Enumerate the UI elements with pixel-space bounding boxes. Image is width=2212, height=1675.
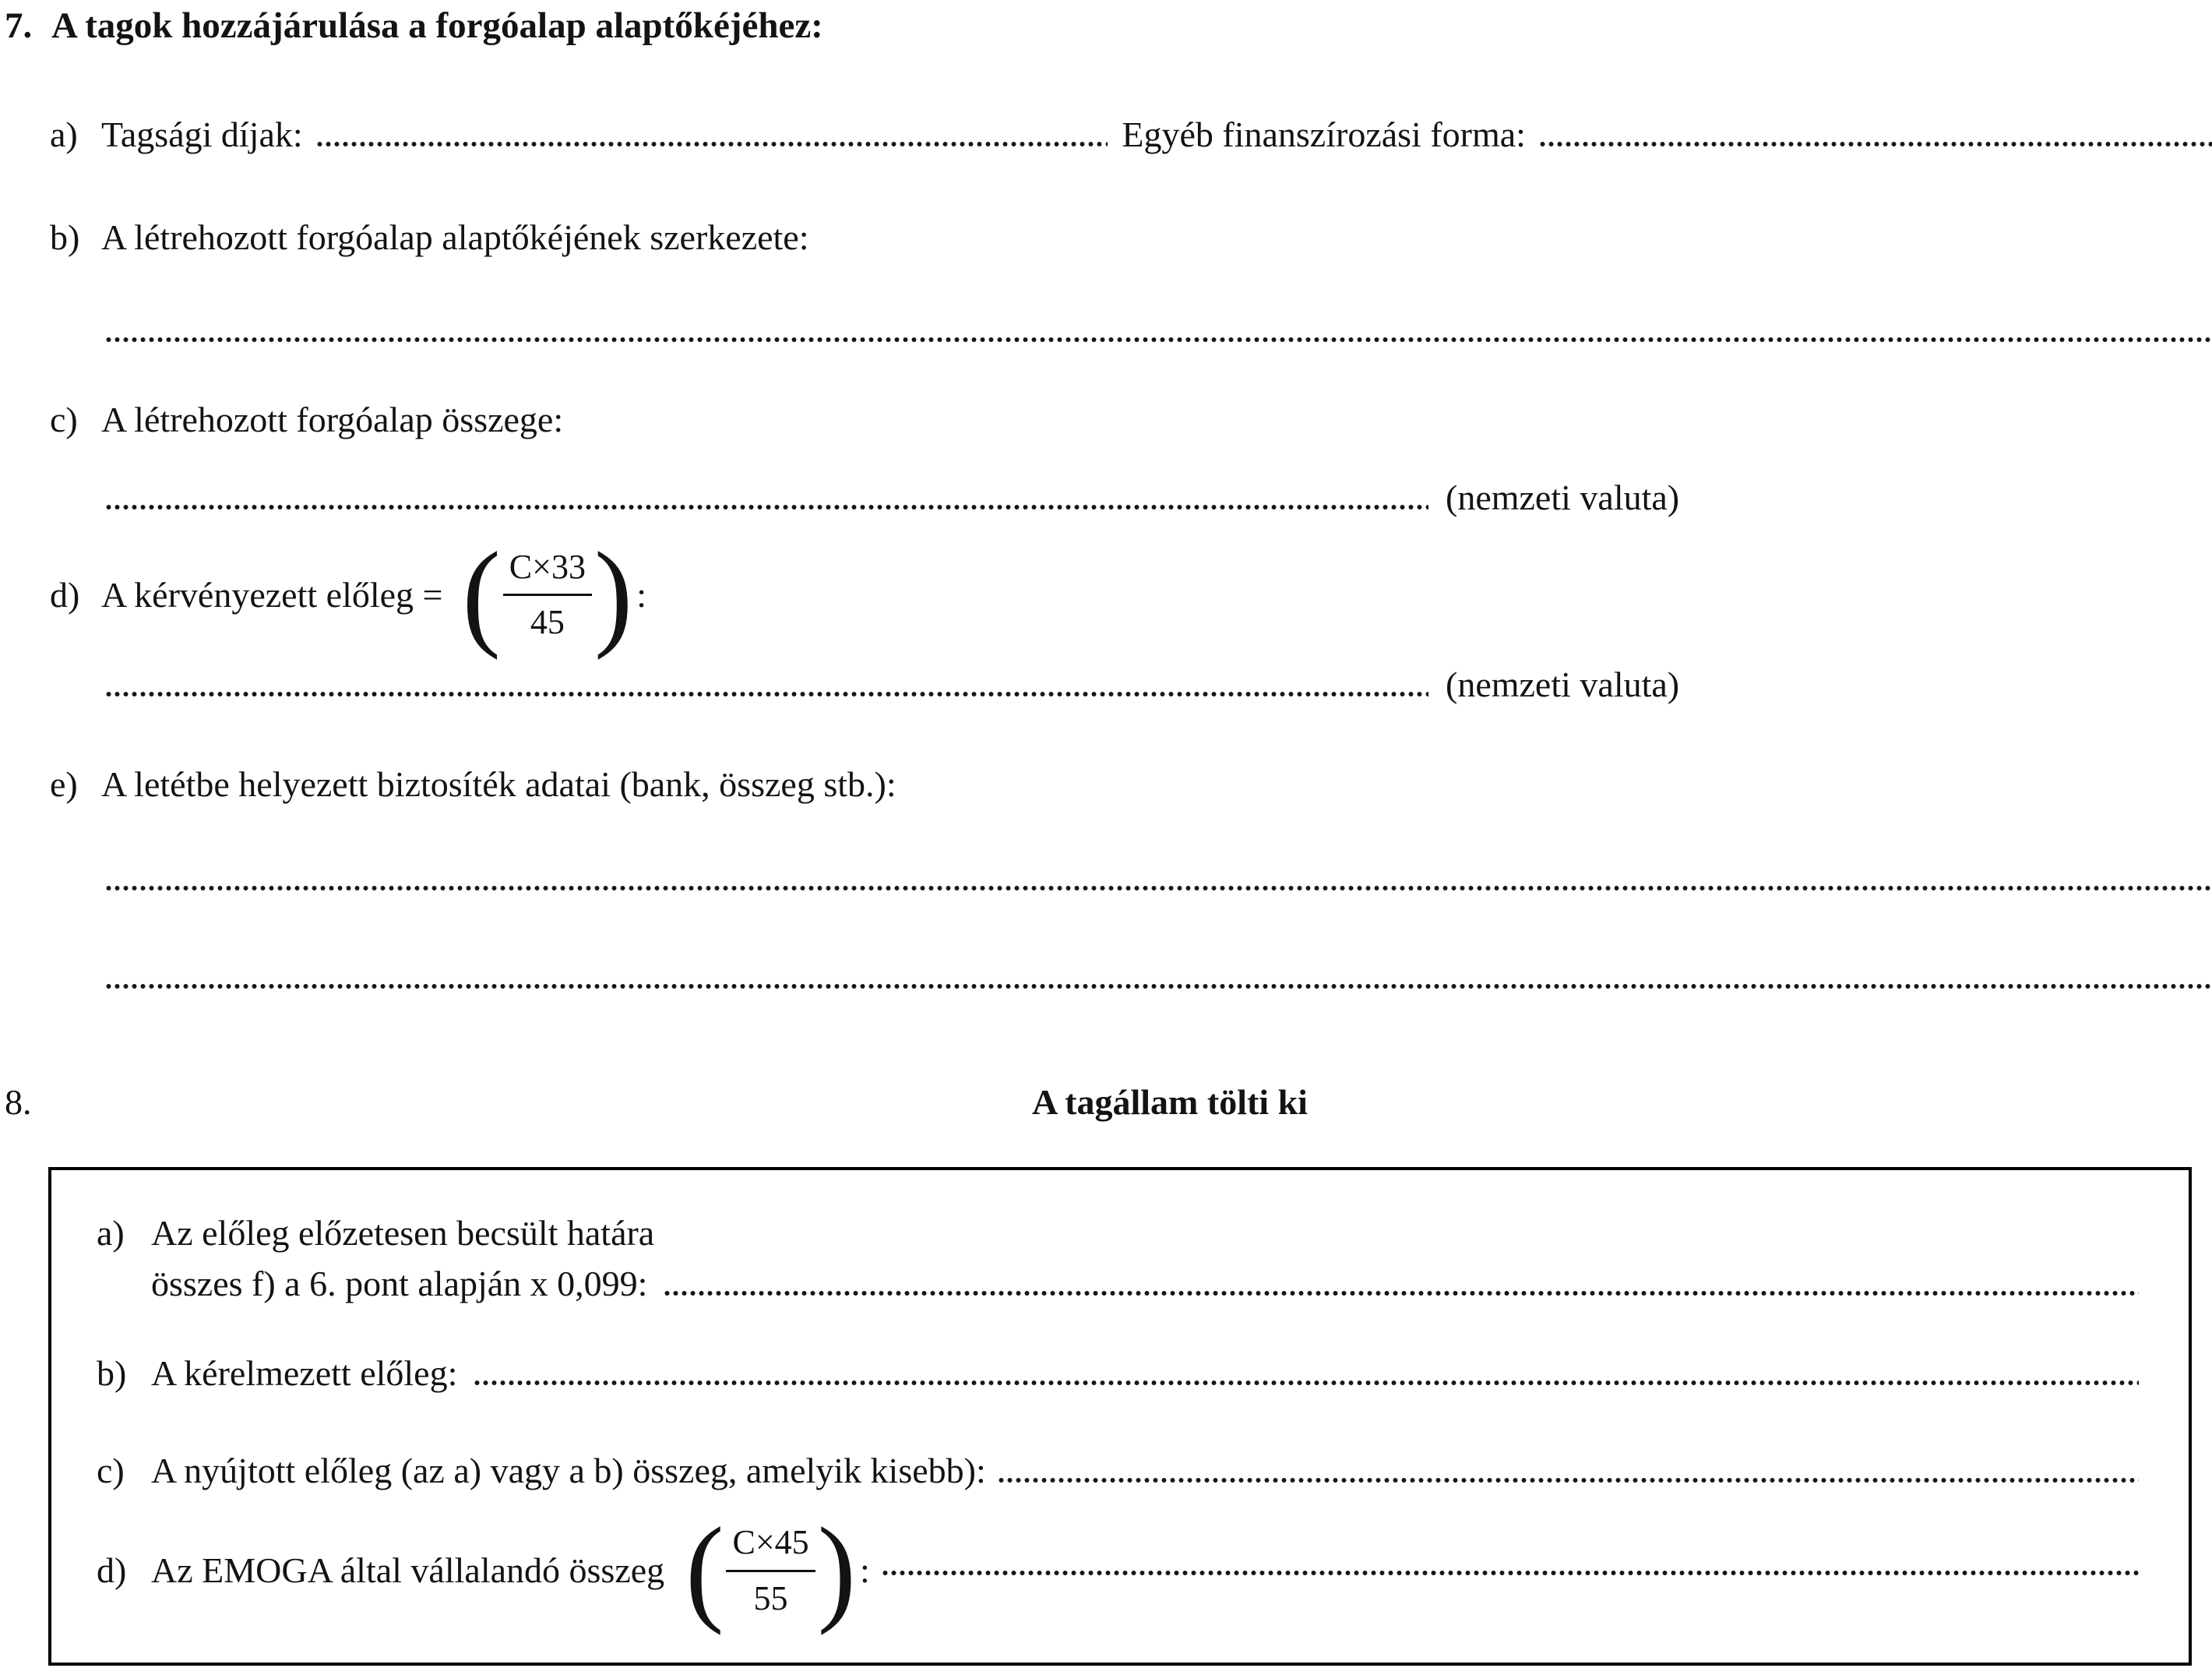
item-7d-formula	[460, 527, 635, 661]
item-7a-label-other: Egyéb finanszírozási forma:	[1122, 115, 1526, 154]
item-7d-label: A kérvényezett előleg =	[101, 574, 443, 615]
item-8d-label: Az EMOGA által vállalandó összeg	[151, 1550, 665, 1590]
item-7d	[50, 527, 2212, 661]
fraction-c33-45	[503, 547, 592, 642]
item-8a-letter: a)	[97, 1213, 125, 1253]
item-7e	[50, 763, 2212, 805]
item-7a-label-fees: Tagsági díjak:	[101, 115, 303, 154]
item-8a-line2: összes f) a 6. pont alapján x 0,099:	[151, 1264, 648, 1303]
item-7b	[50, 217, 2212, 258]
item-8a-line1: Az előleg előzetesen becsült határa	[151, 1213, 655, 1253]
item-8c	[97, 1450, 2139, 1491]
fill-line-capital-structure[interactable]	[104, 337, 2212, 343]
item-7d-answer-line	[104, 664, 2212, 705]
item-8b-label: A kérelmezett előleg:	[151, 1353, 458, 1393]
close-paren: )	[817, 1503, 856, 1637]
item-7d-unit: (nemzeti valuta)	[1446, 665, 1680, 704]
item-7c-label: A létrehozott forgóalap összege:	[101, 400, 564, 439]
fraction-c45-55	[726, 1522, 815, 1617]
item-8c-letter: c)	[97, 1451, 125, 1490]
item-8c-label: A nyújtott előleg (az a) vagy a b) összeg, amelyik kisebb):	[151, 1451, 986, 1490]
item-7b-label: A létrehozott forgóalap alaptőkéjének szerkezete:	[101, 217, 809, 257]
open-paren: (	[685, 1503, 724, 1637]
section7-title: A tagok hozzájárulása a forgóalap alaptőkéjéhez:	[51, 5, 823, 46]
item-7c-letter: c)	[50, 400, 78, 439]
fill-line-estimated-advance-limit[interactable]	[663, 1290, 2139, 1296]
item-8b-letter: b)	[97, 1353, 127, 1393]
section8-number: 8.	[5, 1082, 32, 1122]
item-8a-line2-row	[151, 1263, 2139, 1304]
item-7a	[50, 114, 2212, 155]
fraction-numerator: C×33	[503, 547, 592, 596]
item-7c-unit: (nemzeti valuta)	[1446, 478, 1680, 517]
item-7e-label: A letétbe helyezett biztosíték adatai (bank, összeg stb.):	[101, 764, 896, 804]
fraction-denominator: 45	[530, 603, 565, 642]
fill-line-security-details-2[interactable]	[104, 983, 2212, 989]
section8-title: A tagállam tölti ki	[1032, 1082, 1308, 1122]
item-7d-formula-colon: :	[636, 574, 647, 615]
fill-line-fund-amount[interactable]	[104, 504, 1428, 510]
fill-line-emoga-amount[interactable]	[881, 1570, 2139, 1576]
fill-line-granted-advance[interactable]	[997, 1477, 2139, 1483]
fraction-numerator: C×45	[726, 1522, 815, 1571]
fill-line-membership-fees[interactable]	[315, 141, 1108, 147]
item-8a	[97, 1212, 2139, 1304]
item-8d-formula	[683, 1503, 858, 1637]
item-8d-letter: d)	[97, 1550, 127, 1590]
section7-heading	[5, 5, 2212, 47]
close-paren: )	[594, 527, 633, 661]
fill-line-applied-advance[interactable]	[473, 1380, 2139, 1386]
item-8b	[97, 1352, 2139, 1394]
fill-line-requested-advance[interactable]	[104, 691, 1428, 697]
section7-number: 7.	[5, 5, 33, 46]
fraction-denominator: 55	[753, 1578, 788, 1617]
item-7c	[50, 399, 2212, 440]
item-8d-formula-colon: :	[859, 1550, 870, 1590]
member-state-box	[48, 1167, 2192, 1666]
item-7e-letter: e)	[50, 764, 78, 804]
item-7c-answer-line	[104, 477, 2212, 518]
item-7d-letter: d)	[50, 574, 80, 615]
item-8d	[97, 1503, 2139, 1637]
item-7a-letter: a)	[50, 115, 78, 154]
fill-line-security-details-1[interactable]	[104, 885, 2212, 891]
open-paren: (	[462, 527, 501, 661]
fill-line-other-financing[interactable]	[1538, 141, 2212, 147]
item-7b-letter: b)	[50, 217, 80, 257]
